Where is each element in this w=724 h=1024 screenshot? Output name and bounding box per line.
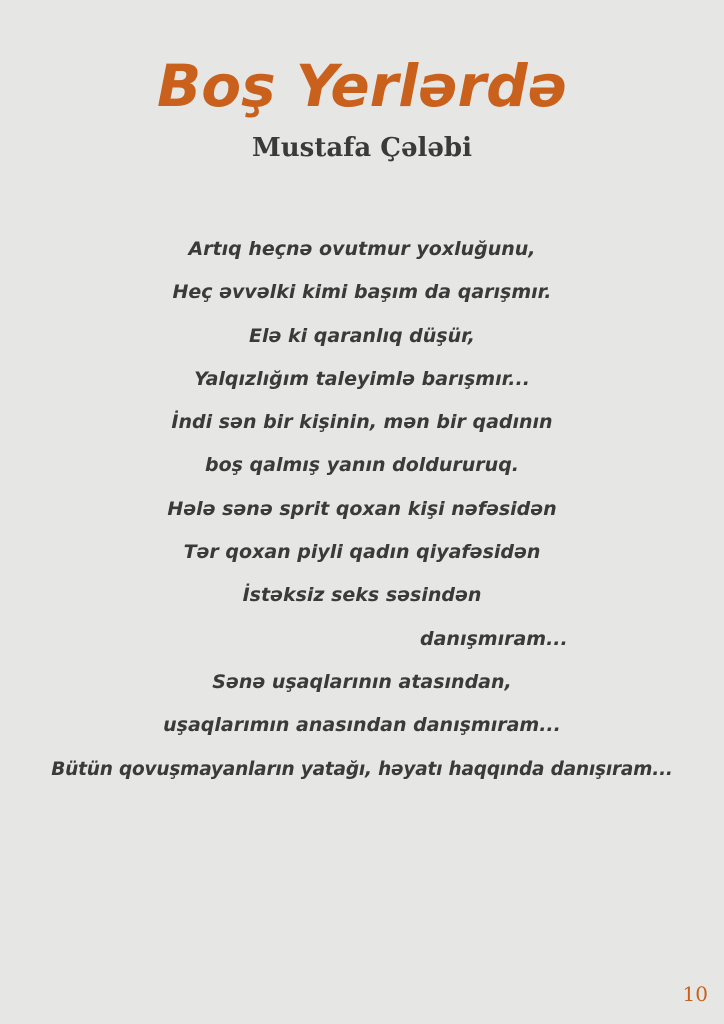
- poem-line: Tər qoxan piyli qadın qiyafəsidən: [183, 541, 541, 564]
- author-name: Mustafa Çələbi: [252, 133, 472, 163]
- poem-line: Heç əvvəlki kimi başım da qarışmır.: [172, 281, 552, 304]
- poem-body: [0, 228, 724, 791]
- poem-line: Yalqızlığım taleyimlə barışmır...: [194, 367, 530, 390]
- poem-line: uşaqlarımın anasından danışmıram...: [163, 714, 561, 737]
- poem-line: Bütün qovuşmayanların yatağı, həyatı haqqında danışıram...: [51, 758, 673, 780]
- poem-line: Elə ki qaranlıq düşür,: [249, 324, 475, 347]
- poem-line: Hələ sənə sprit qoxan kişi nəfəsidən: [167, 497, 557, 520]
- poem-title: Boş Yerlərdə: [157, 52, 567, 120]
- poem-line-indented: danışmıram...: [420, 627, 568, 650]
- poem-line: İstəksiz seks səsindən: [242, 584, 482, 607]
- poem-line: boş qalmış yanın doldururuq.: [204, 454, 520, 477]
- page-number: 10: [682, 982, 708, 1006]
- poem-line: Sənə uşaqlarının atasından,: [212, 670, 512, 693]
- poem-line: Artıq heçnə ovutmur yoxluğunu,: [188, 238, 536, 260]
- poem-line: İndi sən bir kişinin, mən bir qadının: [171, 411, 553, 434]
